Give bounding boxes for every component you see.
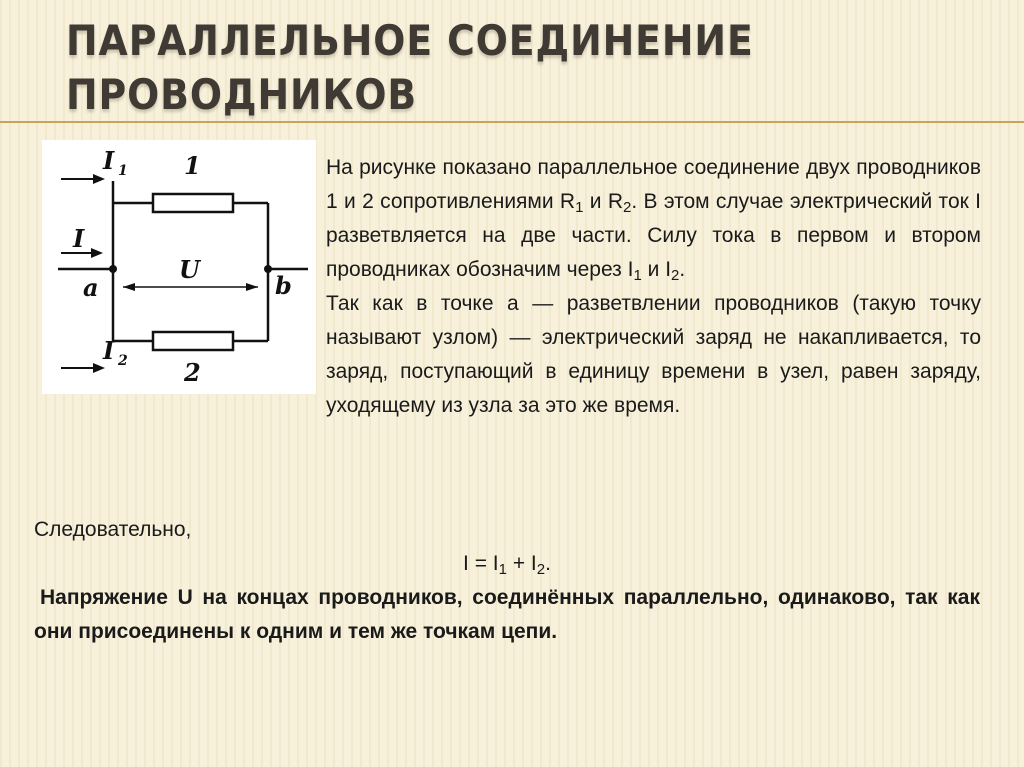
p1-text-2: и R — [583, 190, 623, 213]
explanation-block — [326, 151, 981, 423]
explanation-paragraph-1 — [326, 151, 981, 287]
parallel-circuit-diagram — [42, 140, 316, 394]
label-r1: 1 — [184, 151, 201, 180]
conclusion-block — [34, 513, 980, 649]
voltage-arrowhead-left — [123, 283, 135, 291]
slide-title: ПАРАЛЛЕЛЬНОЕ СОЕДИНЕНИЕ ПРОВОДНИКОВ — [66, 16, 754, 119]
label-i1: I — [103, 146, 115, 175]
formula-text-2: + I — [506, 552, 537, 575]
label-i: I — [73, 224, 85, 253]
voltage-statement: Напряжение U на концах проводников, соединённых параллельно, одинаково, так как они присоединены к одним и тем же точкам цепи. — [34, 586, 980, 643]
explanation-paragraph-2: Так как в точке a — разветвлении проводников (такую точку называют узлом) — электрический заряд не накапливается, то заряд, поступающий в единицу времени в узел, равен заряду, уходящему из узла за это же время. — [326, 292, 981, 417]
p1-sub-r1: 1 — [575, 199, 584, 216]
p1-text-5: . — [679, 258, 686, 281]
current-arrowhead-i1 — [93, 174, 105, 184]
voltage-arrowhead-right — [246, 283, 258, 291]
p1-text-1: На рисунке показано параллельное соединение двух проводников 1 и 2 сопротивлениями R — [326, 156, 981, 213]
node-b-dot — [264, 265, 272, 273]
p1-text-3: . В этом случае электрический ток I разветвляется на две части. Силу тока в первом и втором проводниках обозначим через I — [326, 190, 981, 281]
title-divider — [0, 121, 1024, 123]
label-voltage: U — [179, 255, 200, 284]
label-i2: I — [103, 336, 115, 365]
formula-sub-1: 1 — [498, 561, 507, 578]
label-node-a: a — [83, 273, 99, 302]
p1-sub-r2: 2 — [623, 199, 632, 216]
node-a-dot — [109, 265, 117, 273]
p1-sub-i2: 2 — [671, 267, 680, 284]
formula-text-1: I = I — [463, 552, 499, 575]
label-i1-sub: 1 — [118, 163, 128, 179]
conclusion-lead: Следовательно, — [34, 518, 192, 541]
resistor-2 — [153, 332, 233, 350]
p1-text-4: и I — [641, 258, 672, 281]
label-r2: 2 — [184, 358, 201, 387]
label-i2-sub: 2 — [118, 353, 128, 369]
formula-sub-2: 2 — [536, 561, 546, 578]
label-node-b: b — [275, 271, 292, 300]
current-formula — [34, 547, 980, 581]
p1-sub-i1: 1 — [633, 267, 642, 284]
circuit-svg — [43, 141, 315, 393]
resistor-1 — [153, 194, 233, 212]
formula-text-3: . — [545, 552, 551, 575]
current-arrowhead-i — [91, 248, 103, 258]
